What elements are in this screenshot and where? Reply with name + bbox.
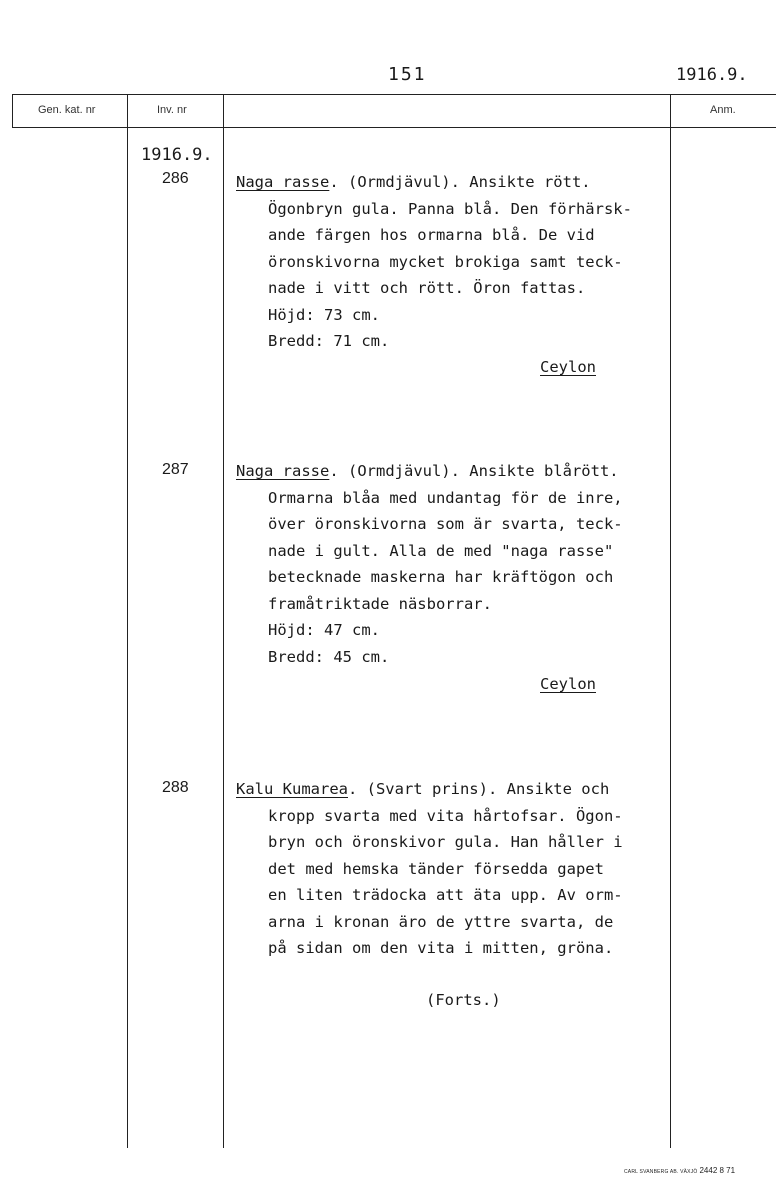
entry-line: arna i kronan äro de yttre svarta, de: [268, 912, 614, 931]
entry-origin: Ceylon: [540, 358, 596, 376]
column-header-gen-kat-nr: Gen. kat. nr: [38, 104, 96, 116]
entry-286-text: [236, 169, 591, 196]
printer-imprint: [624, 1166, 735, 1175]
entry-date: 1916.9.: [141, 145, 213, 165]
page-date: 1916.9.: [676, 65, 748, 85]
form-number: 2442 8 71: [699, 1166, 736, 1175]
entry-line: Ormarna blåa med undantag för de inre,: [268, 488, 623, 507]
column-divider-1: [127, 94, 128, 1148]
entry-line: det med hemska tänder försedda gapet: [268, 859, 604, 878]
inv-number: 287: [162, 461, 189, 478]
table-left-border: [12, 94, 13, 128]
entry-line: Bredd: 45 cm.: [268, 647, 390, 666]
column-header-inv-nr: Inv. nr: [157, 104, 187, 116]
entry-line: över öronskivorna som är svarta, teck-: [268, 515, 623, 533]
entry-line: nade i vitt och rött. Öron fattas.: [268, 279, 586, 297]
column-divider-3: [670, 94, 671, 1148]
entry-title: Naga rasse: [236, 173, 330, 191]
entry-origin: Ceylon: [540, 675, 596, 693]
entry-287-body: [268, 485, 623, 671]
entry-line: Ögonbryn gula. Panna blå. Den förhärsk-: [268, 199, 632, 218]
entry-line: . (Ormdjävul). Ansikte blårött.: [329, 462, 619, 480]
entry-line: . (Ormdjävul). Ansikte rött.: [329, 173, 591, 191]
entry-line: . (Svart prins). Ansikte och: [347, 780, 610, 798]
entry-line: ande färgen hos ormarna blå. De vid: [268, 226, 595, 244]
entry-line: Höjd: 47 cm.: [268, 621, 380, 639]
entry-288-body: [268, 803, 623, 962]
entry-title: Kalu Kumarea: [236, 780, 348, 798]
inv-number: 288: [162, 779, 189, 796]
entry-286-body: [268, 196, 632, 355]
page-number: 151: [388, 64, 427, 85]
entry-line: kropp svarta med vita hårtofsar. Ögon-: [268, 806, 623, 825]
entry-line: betecknade maskerna har kräftögon och: [268, 568, 614, 586]
entry-line: Bredd: 71 cm.: [268, 332, 390, 350]
continued-note: (Forts.): [426, 991, 501, 1009]
entry-line: bryn och öronskivor gula. Han håller i: [268, 833, 623, 851]
entry-line: Höjd: 73 cm.: [268, 305, 380, 324]
entry-line: öronskivorna mycket brokiga samt teck-: [268, 252, 623, 271]
entry-line: framåtriktade näsborrar.: [268, 594, 492, 613]
entry-288-text: [236, 776, 609, 803]
inv-number: 286: [162, 170, 189, 187]
entry-line: en liten trädocka att äta upp. Av orm-: [268, 886, 623, 904]
entry-287-text: [236, 458, 619, 485]
entry-title: Naga rasse: [236, 462, 330, 480]
column-divider-2: [223, 94, 224, 1148]
printer-name: CARL SVANBERG AB. VÄXJÖ: [624, 1169, 698, 1175]
column-header-anm: Anm.: [710, 104, 736, 116]
entry-line: på sidan om den vita i mitten, gröna.: [268, 939, 614, 957]
entry-line: nade i gult. Alla de med "naga rasse": [268, 541, 614, 560]
